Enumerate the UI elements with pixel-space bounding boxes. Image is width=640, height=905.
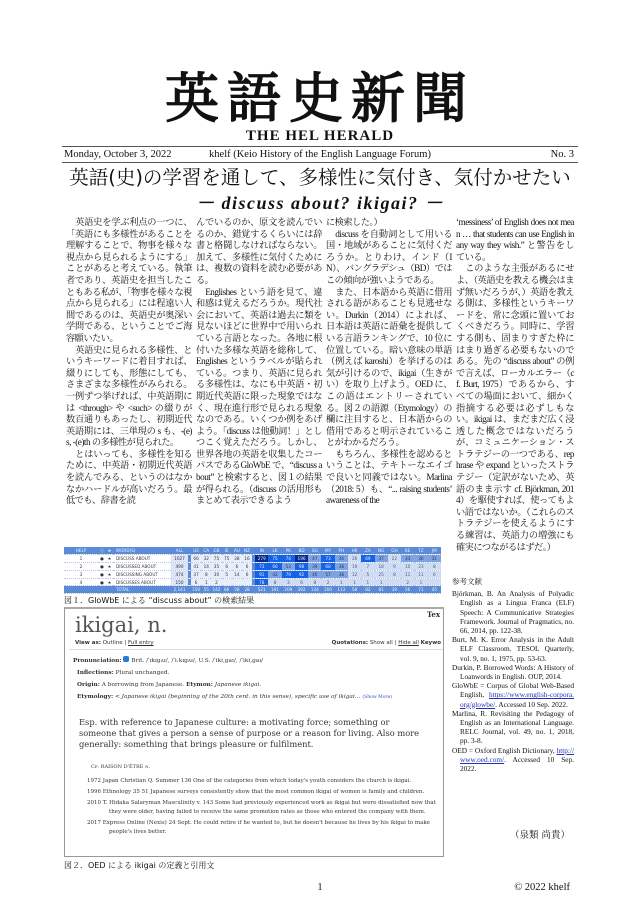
reference-text: Durkin, P. Borrowed Words: A History of Loanwords in English. OUP, 2014. xyxy=(452,662,574,682)
count-cell: 1 xyxy=(348,578,361,586)
count-cell: 30 xyxy=(211,570,221,578)
count-cell: 91 xyxy=(255,570,268,578)
all-count: 1027 xyxy=(171,555,188,563)
total-cell: 58 xyxy=(348,586,361,594)
count-cell: 19 xyxy=(348,563,361,571)
view-as: View as: Outline | Full entry xyxy=(75,640,154,646)
count-cell: 11 xyxy=(414,570,427,578)
column-header: MY xyxy=(321,547,334,555)
quotation-text: Ethnology 35 51 Japanese surveys consistently show that the most common ikigai of women is family and children. xyxy=(102,789,425,795)
paragraph: んでいるのか、原文を読んでいるのか、錯覚するくらいには辞書と格闘しなければならない。加えて、多様性に気付くためには、複数の資料を読む必要がある。 xyxy=(196,217,322,285)
total-cell: 150 xyxy=(192,587,201,593)
quotations-toggle: Quotations: Show all | Hide all Keywo xyxy=(331,640,441,646)
count-cell: 22 xyxy=(388,555,401,563)
count-cell: 8 xyxy=(308,578,321,586)
reference-item xyxy=(452,589,574,635)
column-header: WORD(S) xyxy=(113,547,171,555)
oed-header-info xyxy=(73,655,439,704)
count-cell: 1 xyxy=(335,578,348,586)
total-cell: 58 xyxy=(232,586,242,594)
star-icon[interactable]: ★ xyxy=(107,563,112,569)
hide-all-link[interactable]: Hide all xyxy=(398,640,419,646)
count-cell: 6 xyxy=(428,570,441,578)
count-cell: 74 xyxy=(282,555,295,563)
reference-text: Marlina, R. Revisiting the Pedagogy of English as an International Language. RELC Journal, vol. 49, no. 1, 2018, pp. 3-8. xyxy=(452,708,574,746)
paragraph: 英語史を学ぶ利点の一つに、「英語にも多様性があることを理解することで、物事を様々な視点から見られるようにする」ことがあると考えている。執筆者であり、英語史を担当したこともある私が、「物事を様々な視点から見られる」には程遠い人間であるのは、英語史が奥深い学問である、ということでご海容願いたい。 xyxy=(66,217,192,343)
count-cell: 18 xyxy=(375,563,388,571)
quotation xyxy=(87,788,437,797)
count-cell: 1 xyxy=(414,578,427,586)
column-header: PH xyxy=(335,547,348,555)
reference-item xyxy=(452,709,574,746)
figure-1-glowbe-table xyxy=(64,547,441,594)
references xyxy=(452,577,574,773)
etym-text: < Japanese ikigai (beginning of the 20th cent. in this sense), specific use of ikigai… xyxy=(114,694,361,700)
outline-link[interactable]: Outline xyxy=(102,640,123,646)
count-cell: 40 xyxy=(308,570,321,578)
count-cell: 32 xyxy=(201,555,211,563)
column-header[interactable]: HELP xyxy=(64,547,98,555)
total-all: 2,141 xyxy=(171,586,188,594)
count-cell: 47 xyxy=(308,555,321,563)
reference-link[interactable]: https://www.english-corpora.org/glowbe/ xyxy=(460,690,574,709)
view-as-label: View as: xyxy=(75,640,101,646)
accessed-date: . Accessed 10 Sep. 2022. xyxy=(460,754,574,774)
count-cell: 10 xyxy=(401,563,414,571)
row-number: 2 xyxy=(64,563,98,571)
pron-label: Pronunciation: xyxy=(73,658,122,664)
total-cell: 113 xyxy=(335,586,348,594)
count-cell: 98 xyxy=(295,563,308,571)
quotation-year: 1972 xyxy=(87,778,101,784)
count-cell: 2 xyxy=(401,578,414,586)
count-cell: 75 xyxy=(222,555,232,563)
info-icon[interactable]: ● xyxy=(98,555,106,563)
table-total-row xyxy=(64,586,441,594)
info-icon[interactable]: ● xyxy=(98,563,106,571)
divider xyxy=(62,146,578,147)
count-cell xyxy=(428,578,441,586)
paragraph: もちろん、多様性を認めるということは、テキトーなエイゴで良いと同義ではない。Marlina（2018: 5）も、“... raising students’ awareness of the xyxy=(326,448,452,506)
star-icon[interactable]: ★ xyxy=(107,571,112,577)
reference-item xyxy=(452,681,574,709)
count-cell: 36 xyxy=(335,555,348,563)
column-header: ZA xyxy=(361,547,374,555)
column-header: NZ xyxy=(242,547,252,555)
paragraph: また、日本語から英語に借用される語があることも見逃せない。Durkin（2014）によれば、日本語は英語に語彙を提供している言語ランキングで、10 位に位置している。暗い意味の単語（例えば karoshi）を挙げるのは気が引けるので、ikigai（生きがい）を取り上げよう。OED に、この語はエントリーされている。図２の語源（Etymology）の欄に注目すると、日本語からの借用であると明示されていることがわかるだろう。 xyxy=(326,286,452,448)
count-cell: 37 xyxy=(191,570,201,578)
quotation-text: Express Online (Nexis) 24 Sept. He could retire if he wanted to, but he doesn't because he lives by his ikigai to make people's lives better. xyxy=(102,820,430,835)
count-cell: 73 xyxy=(255,563,268,571)
count-cell: 1 xyxy=(361,578,374,586)
full-entry-link[interactable]: Full entry xyxy=(127,640,154,646)
author-signature: （泉類 尚貴） xyxy=(509,830,570,841)
oed-quotations xyxy=(87,777,437,839)
star-icon[interactable]: ★ xyxy=(107,556,112,562)
count-cell: 7 xyxy=(361,563,374,571)
count-cell: 42 xyxy=(268,570,281,578)
etymon-label: Etymon: xyxy=(186,682,213,688)
article-column-3 xyxy=(326,217,452,507)
all-count: 150 xyxy=(171,578,188,586)
table-row xyxy=(64,570,441,578)
quotation-text: T. Hidaka Salaryman Masculinity v. 143 Some had previously experienced work as ikigai but were dissatisfied now that they were older, having failed to receive the same promotion rates as those who entered the company with them. xyxy=(102,800,436,815)
column-header: ALL xyxy=(171,547,188,555)
masthead-subtitle: THE HEL HERALD xyxy=(245,128,395,144)
paragraph: に検索した。） xyxy=(326,217,383,227)
column-header: NG xyxy=(375,547,388,555)
star-icon[interactable]: ★ xyxy=(107,579,112,585)
column-header: IN xyxy=(255,547,268,555)
count-cell: 79 xyxy=(282,570,295,578)
column-header[interactable]: ⓘ xyxy=(99,548,105,554)
masthead-title: 英語史新聞 xyxy=(165,67,475,130)
infl-text: Plural unchanged. xyxy=(115,670,170,676)
count-cell: 6 xyxy=(222,563,232,571)
divider xyxy=(69,649,443,650)
count-cell xyxy=(232,578,242,586)
count-cell: 5 xyxy=(222,570,232,578)
total-cell: 56 xyxy=(401,586,414,594)
count-cell: 8 xyxy=(268,578,281,586)
total-cell: 134 xyxy=(308,586,321,594)
row-number: 4 xyxy=(64,578,98,586)
quotation-text: Japan Christian Q. Summer 136 One of the categories from which today's youth considers the church is ikigai. xyxy=(102,778,412,784)
count-cell: 68 xyxy=(321,563,334,571)
count-cell: 6 xyxy=(242,570,252,578)
count-cell xyxy=(222,578,232,586)
etymology xyxy=(73,691,439,704)
count-cell: 279 xyxy=(255,555,268,563)
total-cell: 45 xyxy=(428,586,441,594)
paragraph: Englishes という語を見て、違和感は覚えるだろうか。現代社会において、英語は過去に類を見ないほどに世界中で用いられている言語となった。各地に根付いた多様な英語を総称して、Englishes というラベルが貼られている。つまり、英語に見られる多様性は、なにも中英語・初期近代英語に限った現象ではなく、現在進行形で見られる現象なのである。いくつか例をあげよう。「discuss は他動詞！」としつこく覚えただろう。しかし、世界各地の英語を収集したコーパスであるGloWbE で、“discuss about” と検索すると、図１の結果が得られる。（discuss の活用形もまとめて表示できるよう xyxy=(196,286,322,506)
total-cell: 392 xyxy=(295,586,308,594)
count-cell: 39 xyxy=(308,563,321,571)
reference-text: GloWbE = Corpus of Global Web-Based English, xyxy=(452,681,574,700)
oed-headword: ikigai, n. xyxy=(75,613,168,637)
quotation xyxy=(87,777,437,786)
reference-item xyxy=(452,663,574,681)
reference-item xyxy=(452,746,574,774)
page-number: 1 xyxy=(317,882,323,893)
reference-item xyxy=(452,635,574,663)
word-cell[interactable]: DISCUSS ABOUT xyxy=(113,555,171,563)
count-cell: 16 xyxy=(242,555,252,563)
count-cell: 41 xyxy=(191,563,201,571)
blank xyxy=(106,586,113,594)
reference-text: OED = Oxford English Dictionary, xyxy=(452,745,557,755)
count-cell: 14 xyxy=(201,563,211,571)
info-icon[interactable]: ● xyxy=(98,570,106,578)
copyright: © 2022 khelf xyxy=(514,882,570,893)
column-header: CA xyxy=(201,547,211,555)
total-cell: 191 xyxy=(268,586,281,594)
total-cell: 200 xyxy=(321,586,334,594)
column-header: GH xyxy=(388,547,401,555)
total-cell: 71 xyxy=(414,586,427,594)
article-column-1 xyxy=(66,217,192,507)
blank xyxy=(64,586,98,594)
headline: 英語(史)の学習を通して、多様性に気付き、気付かせたい xyxy=(69,166,571,189)
reference-text: Björkman, B. An Analysis of Polyadic English as a Lingua Franca (ELF) Speech: A Communicative Strategies Framework. Journal of Pragmatics, no. 66, 2014, pp. 122-38. xyxy=(452,589,574,636)
row-number: 3 xyxy=(64,570,98,578)
quotation xyxy=(87,819,437,837)
column-header: HK xyxy=(348,547,361,555)
count-cell: 69 xyxy=(361,555,374,563)
count-cell xyxy=(388,578,401,586)
keywords-label: Keywo xyxy=(420,640,441,646)
count-cell: 53 xyxy=(282,563,295,571)
count-cell xyxy=(242,578,252,586)
total-cell: 28 xyxy=(242,586,252,594)
count-cell: 14 xyxy=(232,570,242,578)
audio-play-icon[interactable] xyxy=(123,656,129,662)
count-cell: 1 xyxy=(201,578,211,586)
count-cell: 38 xyxy=(335,563,348,571)
publisher: khelf (Keio History of the English Language Forum) xyxy=(209,149,431,160)
figure-2-oed-entry xyxy=(64,607,444,857)
count-cell: 73 xyxy=(321,555,334,563)
pron-text: Brit. /ˈɪkɪɡʌɪ/, /ˈiːkɪɡʌɪ/, U.S. /ˈiki,ɡaɪ/, /ˈiki,ɡaɪ/ xyxy=(131,658,264,664)
quotations-label: Quotations: xyxy=(331,640,369,646)
origin xyxy=(73,679,439,691)
paragraph: とはいっても、多様性を知るために、中英語・初期近代英語を読んでみる、というのはなかなかハードルが高いだろう。最低でも、辞書を読 xyxy=(66,448,192,506)
count-cell: 8 xyxy=(428,563,441,571)
count-cell: 38 xyxy=(232,555,242,563)
count-cell: 23 xyxy=(414,563,427,571)
total-cell: 81 xyxy=(375,586,388,594)
show-more-link[interactable]: (Show More) xyxy=(362,695,392,700)
oed-tab-label: Tex xyxy=(426,610,440,619)
total-cell: 86 xyxy=(222,586,232,594)
etym-label: Etymology: xyxy=(77,694,114,700)
count-cell: 3 xyxy=(282,578,295,586)
word-cell[interactable]: DISCUSSED ABOUT xyxy=(113,563,171,571)
table-header-row xyxy=(64,547,441,555)
article-column-2 xyxy=(196,217,322,507)
oed-cross-reference: Cf. RAISON D'ÊTRE n. xyxy=(91,764,151,770)
figure-1-caption: 図１．GloWbE による “discuss about” の検索結果 xyxy=(64,596,255,605)
reference-link[interactable]: http://www.oed.com/ xyxy=(460,745,574,764)
issue-number: No. 3 xyxy=(550,149,574,160)
count-cell: 5 xyxy=(361,570,374,578)
count-cell: 36 xyxy=(414,555,427,563)
paragraph: このような主張があるにせよ、（英語史を教える機会はまず無いだろうが、）英語を教える側は、多様性というキーワードを、常に念頭に置いておくべきだろう。同時に、学習する側も、固まりすぎた枠にはまり過ぎる必要もないのである。先の “discuss about” の例で言えば、ローカルエラー（cf. Burt, 1975）であるから、すべての場面において、細かく指摘する必要は必ずしもない。ikigai は、まだまだ広く浸透した概念ではないだろうが、コミュニケーション・ストラテジーの一つである、rephrase や expand といったストラテジー（定訳がないため、英語のまま示す cf. Björkman, 2014）を駆使すれば、使ってもよい語ではないか。（これらのストラテジーを使えるようにする練習は、英語力の増強にも確実につながるはずだ。） xyxy=(456,263,574,552)
subheadline: － discuss about? ikigai? － xyxy=(195,193,445,213)
total-cell: 142 xyxy=(212,587,221,593)
paragraph: ‘messiness’ of English does not mean … that students can use English in any way they wish.” と警告をしている。 xyxy=(456,217,574,262)
quotation-year: 2010 xyxy=(87,800,101,806)
count-cell: 66 xyxy=(191,555,201,563)
paragraph: 英語史に見られる多様性、というキーワードに着目すれば、綴りにしても、形態にしても、さまざまな多様性がみられる。一例ずつ挙げれば、中英語期には <through> や <such> の綴りが数百通りもあったし、初期近代英語期には、三単現の s も、-(e)s, -(e)th の多様性が見られた。 xyxy=(66,344,192,448)
count-cell: 75 xyxy=(268,555,281,563)
quotation-year: 1996 xyxy=(87,789,101,795)
count-cell: 196 xyxy=(295,555,308,563)
issue-date: Monday, October 3, 2022 xyxy=(64,149,172,160)
count-cell: 92 xyxy=(295,570,308,578)
total-cell: 521 xyxy=(255,586,268,594)
column-header: TZ xyxy=(414,547,427,555)
show-all-link[interactable]: Show all xyxy=(369,640,393,646)
column-header[interactable]: ★ xyxy=(107,548,112,554)
paragraph: discuss を自動詞として用いる国・地域があることに気付くだろうか。とりわけ、インド（IN）、バングラデシュ（BD）ではこの傾向が強いようである。 xyxy=(326,228,452,285)
count-cell: 66 xyxy=(268,563,281,571)
infl-label: Inflections: xyxy=(77,670,114,676)
inflections xyxy=(73,667,439,679)
count-cell: 12 xyxy=(348,570,361,578)
table-row xyxy=(64,578,441,586)
count-cell: 6 xyxy=(232,563,242,571)
count-cell: 6 xyxy=(295,578,308,586)
count-cell: 57 xyxy=(321,570,334,578)
count-cell: 37 xyxy=(375,555,388,563)
row-number: 1 xyxy=(64,555,98,563)
column-header: BD xyxy=(295,547,308,555)
column-header: JM xyxy=(428,547,441,555)
all-count: 490 xyxy=(171,563,188,571)
table-row xyxy=(64,563,441,571)
origin-label: Origin: xyxy=(77,682,100,688)
column-header: US xyxy=(191,547,201,555)
count-cell: 6 xyxy=(242,563,252,571)
etymon-text: Japanese ikigai. xyxy=(214,682,262,688)
references-heading: 参考文献 xyxy=(452,577,482,586)
oed-definition: Esp. with reference to Japanese culture: a motivating force; something or someone that gives a person a sense of purpose or a reason for living. Also more generally: something that brings pleasure or fulfilment. xyxy=(79,717,420,749)
count-cell: 75 xyxy=(211,555,221,563)
word-cell[interactable]: DISCUSSES ABOUT xyxy=(113,578,171,586)
quotation-year: 2017 xyxy=(87,820,101,826)
count-cell: 25 xyxy=(375,570,388,578)
column-header: KE xyxy=(401,547,414,555)
word-cell[interactable]: DISCUSSING ABOUT xyxy=(113,570,171,578)
count-cell: 1 xyxy=(375,578,388,586)
divider xyxy=(62,162,578,163)
count-cell: 8 xyxy=(388,570,401,578)
count-cell: 78 xyxy=(255,578,268,586)
count-cell: 2 xyxy=(211,578,221,586)
count-cell: 31 xyxy=(428,555,441,563)
count-cell: 8 xyxy=(201,570,211,578)
total-label: TOTAL xyxy=(113,586,171,594)
count-cell: 26 xyxy=(348,555,361,563)
count-cell: 11 xyxy=(401,570,414,578)
count-cell: 38 xyxy=(335,570,348,578)
column-header: IE xyxy=(222,547,232,555)
info-icon[interactable]: ● xyxy=(98,578,106,586)
count-cell: 35 xyxy=(211,563,221,571)
column-header: LK xyxy=(268,547,281,555)
figure-2-caption: 図２．OED による ikigai の定義と引用文 xyxy=(64,861,215,870)
blank xyxy=(98,586,106,594)
article-column-4 xyxy=(456,217,574,553)
total-cell: 209 xyxy=(282,586,295,594)
column-header: SG xyxy=(308,547,321,555)
total-cell: 55 xyxy=(201,586,211,594)
table-row xyxy=(64,555,441,563)
quotation xyxy=(87,799,437,817)
total-cell: 39 xyxy=(388,586,401,594)
pronunciation xyxy=(73,655,439,667)
column-header: AU xyxy=(232,547,242,555)
count-cell: 6 xyxy=(191,578,201,586)
all-count: 474 xyxy=(171,570,188,578)
column-header: PK xyxy=(282,547,295,555)
origin-text: A borrowing from Japanese. xyxy=(101,682,185,688)
count-cell: 33 xyxy=(401,555,414,563)
count-cell: 2 xyxy=(321,578,334,586)
total-cell: 82 xyxy=(361,586,374,594)
reference-text: Burt, M. K. Error Analysis in the Adult ELF Classroom. TESOL Quarterly, vol. 9, no. 1, 1975, pp. 53-63. xyxy=(452,635,574,663)
column-header: GB xyxy=(211,547,221,555)
count-cell: 9 xyxy=(388,563,401,571)
accessed-date: . Accessed 10 Sep. 2022. xyxy=(495,699,568,709)
